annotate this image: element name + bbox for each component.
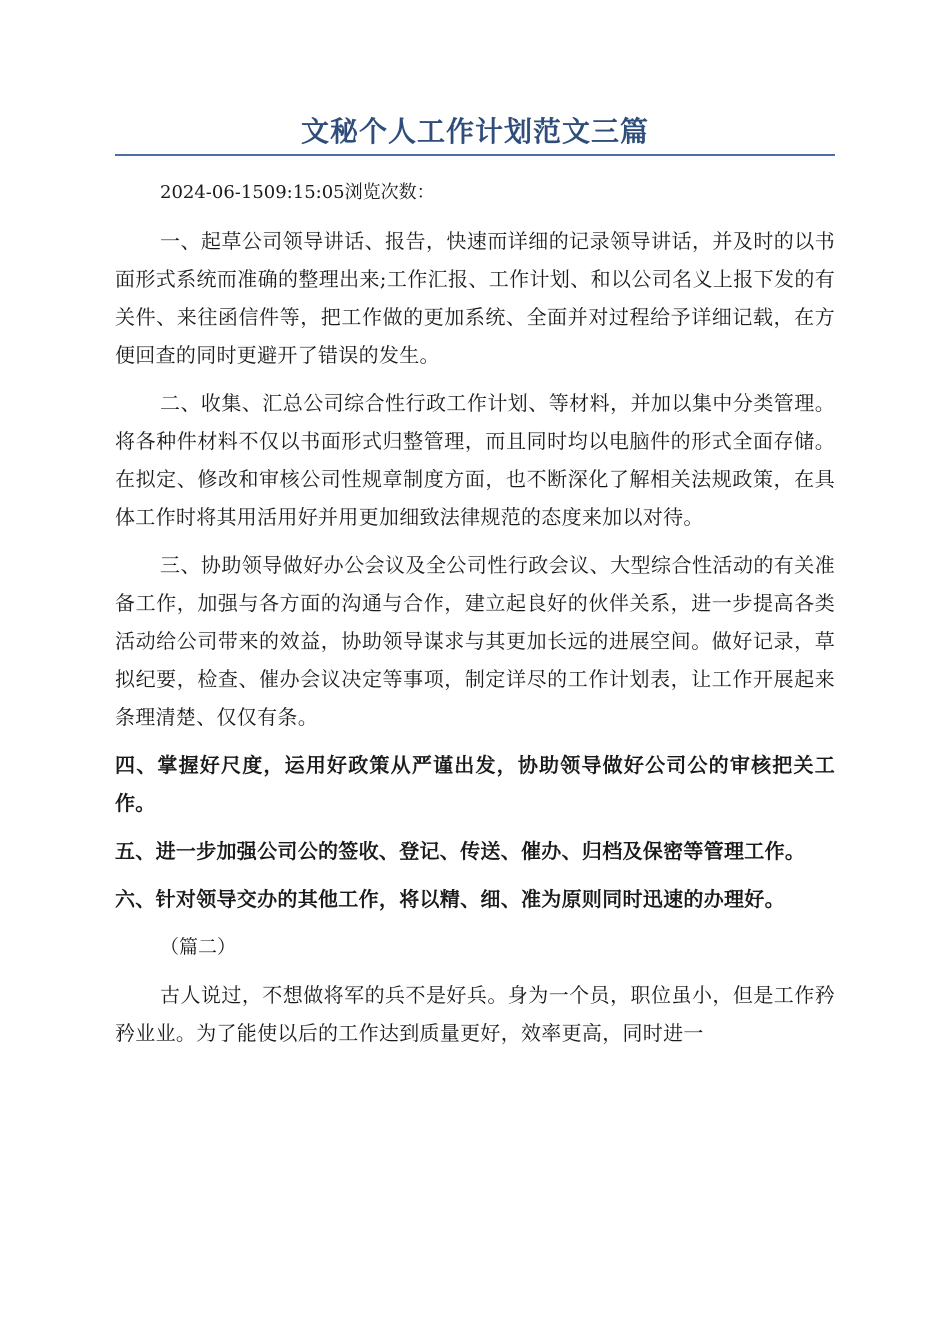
bold-item-6: 六、针对领导交办的其他工作，将以精、细、准为原则同时迅速的办理好。 xyxy=(115,887,785,911)
section-label: （篇二） xyxy=(160,936,237,958)
closing-paragraph: 古人说过，不想做将军的兵不是好兵。身为一个员，职位虽小，但是工作矜矜业业。为了能使以后的工作达到质量更好，效率更高，同时进一 xyxy=(115,983,835,1045)
paragraph-3: 三、协助领导做好办公会议及全公司性行政会议、大型综合性活动的有关准备工作，加强与各方面的沟通与合作，建立起良好的伙伴关系，进一步提高各类活动给公司带来的效益，协助领导谋求与其更加长远的进展空间。做好记录，草拟纪要，检查、催办会议决定等事项，制定详尽的工作计划表，让工作开展起来条理清楚、仅仅有条。 xyxy=(115,553,835,729)
bold-item-5: 五、进一步加强公司公的签收、登记、传送、催办、归档及保密等管理工作。 xyxy=(115,839,806,863)
publish-meta: 2024-06-1509:15:05浏览次数： xyxy=(160,182,435,203)
paragraph-2: 二、收集、汇总公司综合性行政工作计划、等材料，并加以集中分类管理。将各种件材料不仅以书面形式归整管理，而且同时均以电脑件的形式全面存储。在拟定、修改和审核公司性规章制度方面，也不断深化了解相关法规政策，在具体工作时将其用活用好并用更加细致法律规范的态度来加以对待。 xyxy=(115,391,835,529)
document-title: 文秘个人工作计划范文三篇 xyxy=(300,115,649,148)
paragraph-1: 一、起草公司领导讲话、报告，快速而详细的记录领导讲话，并及时的以书面形式系统而准确的整理出来;工作汇报、工作计划、和以公司名义上报下发的有关件、来往函信件等，把工作做的更加系统、全面并对过程给予详细记载，在方便回查的同时更避开了错误的发生。 xyxy=(115,229,835,367)
title-underline xyxy=(115,154,835,156)
bold-item-4: 四、掌握好尺度，运用好政策从严谨出发，协助领导做好公司公的审核把关工作。 xyxy=(115,753,835,815)
document-page xyxy=(115,112,835,1062)
